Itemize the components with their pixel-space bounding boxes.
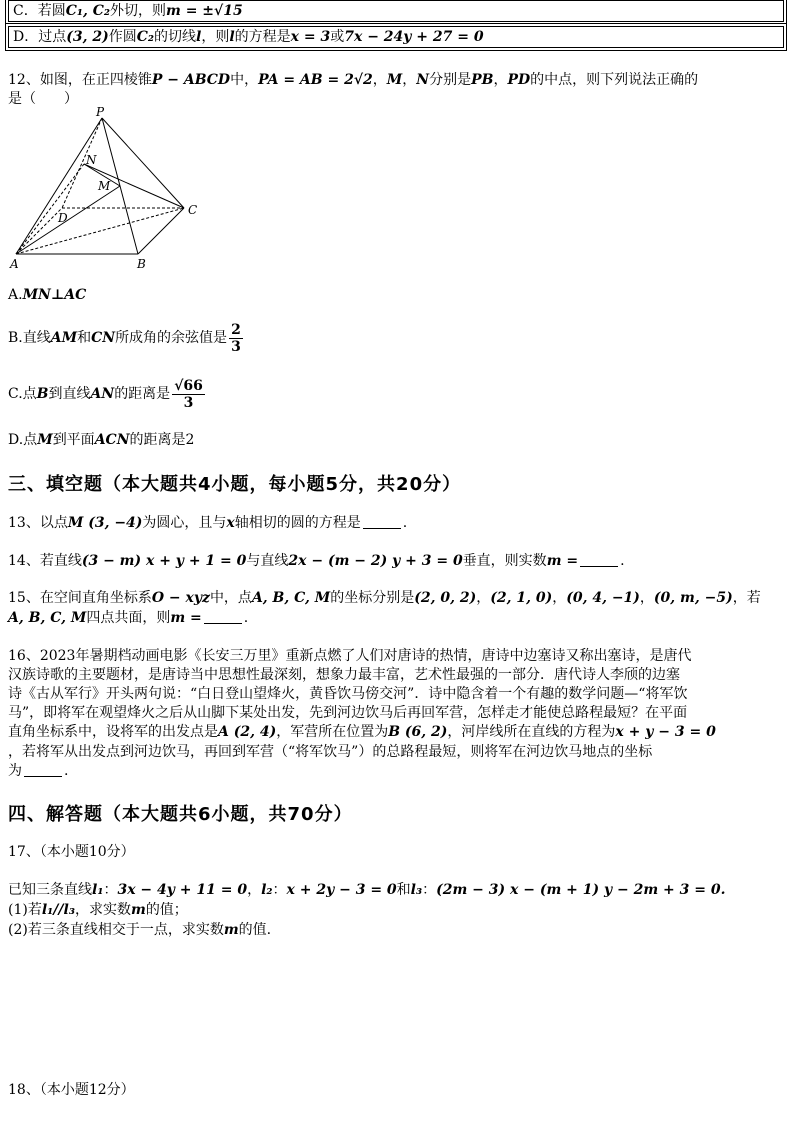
section-3-title: 三、填空题（本大题共4小题，每小题5分，共20分） <box>8 474 462 495</box>
math: l <box>229 29 235 45</box>
option-label: C．若圆 <box>13 3 66 19</box>
text: . <box>243 610 249 626</box>
q14 <box>8 551 625 571</box>
math: ACN <box>94 432 130 448</box>
text: 的距离是 <box>114 386 171 402</box>
option-label: C.点 <box>8 386 37 402</box>
math: 7x − 24y + 27 = 0 <box>344 29 484 45</box>
math: A, B, C, M <box>8 610 87 626</box>
text: 外切，则 <box>110 3 167 19</box>
math: N <box>416 72 430 88</box>
math: CN <box>91 330 116 346</box>
math: x + 2y − 3 = 0 <box>286 882 397 898</box>
q17-part1 <box>8 900 188 920</box>
text: 的坐标分别是 <box>330 590 415 606</box>
text: 四点共面，则 <box>86 610 171 626</box>
math: (0, 4, −1) <box>566 590 640 606</box>
text: (1)若 <box>8 902 42 918</box>
pyramid-figure <box>6 106 216 274</box>
math: l₃ <box>410 882 423 898</box>
q12-option-d <box>8 430 194 450</box>
q12-option-a <box>8 285 86 305</box>
label-m: M <box>98 179 111 193</box>
q16-line2: 汉族诗歌的主要题材，是唐诗当中思想性最深刻，想象力最丰富，艺术性最强的一部分．唐代诗人李颀的边塞 <box>8 667 680 683</box>
text: ： <box>272 882 287 898</box>
fraction <box>229 322 243 355</box>
math: x + y − 3 = 0 <box>615 724 716 740</box>
text: 为圆心，且与 <box>142 515 227 531</box>
text: ， <box>247 882 262 898</box>
text: ： <box>422 882 437 898</box>
numerator: √66 <box>174 377 203 394</box>
text: 或 <box>330 29 345 45</box>
math: A, B, C, M <box>251 590 331 606</box>
text: 中，点 <box>209 590 252 606</box>
math: (3, 2) <box>66 29 109 45</box>
q16-line1: 16、2023年暑期档动画电影《长安三万里》重新点燃了人们对唐诗的热情，唐诗中边塞诗又称出塞诗，是唐代 <box>8 648 692 664</box>
math: P − ABCD <box>151 72 231 88</box>
fraction <box>172 378 205 411</box>
text: (2)若三条直线相交于一点，求实数 <box>8 922 224 938</box>
text: ，则 <box>201 29 230 45</box>
text: 的方程是 <box>234 29 291 45</box>
option-label: A. <box>8 287 23 303</box>
q16-line5 <box>8 722 716 742</box>
text: 14、若直线 <box>8 553 82 569</box>
text: 的距离是2 <box>129 432 195 448</box>
q15-line2 <box>8 608 248 628</box>
q12-stem <box>8 70 698 90</box>
math: l₂ <box>261 882 273 898</box>
math: C₂ <box>136 29 154 45</box>
text: . <box>64 763 69 779</box>
q16-line7 <box>8 761 68 781</box>
text: 直角坐标系中，设将军的出发点是 <box>8 724 218 740</box>
option-label: D.点 <box>8 432 38 448</box>
label-c: C <box>188 203 198 217</box>
text: ： <box>103 882 118 898</box>
math: m = ±√15 <box>166 3 243 19</box>
math: m = <box>170 610 202 626</box>
label-p: P <box>96 106 105 119</box>
math: A (2, 4) <box>218 724 277 740</box>
text: 为 <box>8 763 22 779</box>
answer-blank[interactable] <box>363 514 401 529</box>
option-d-box <box>8 26 784 48</box>
text: ， <box>493 72 508 88</box>
math: m <box>223 922 239 938</box>
math: M <box>37 432 53 448</box>
text: . <box>620 553 625 569</box>
math: AM <box>50 330 78 346</box>
text: 轴相切的圆的方程是 <box>234 515 361 531</box>
text: 和 <box>77 330 92 346</box>
math: O − xyz <box>151 590 210 606</box>
math: m = <box>546 553 579 569</box>
math: (0, m, −5) <box>653 590 733 606</box>
text: 的中点，则下列说法正确的 <box>530 72 699 88</box>
text: 所成角的余弦值是 <box>115 330 228 346</box>
q16-line4: 马”，即将军在观望烽火之后从山脚下某处出发，先到河边饮马后再回军营，怎样走才能使总路程最短？在平面 <box>8 705 688 721</box>
math: PD <box>507 72 531 88</box>
q12-option-b <box>8 320 243 356</box>
seg-an <box>16 164 84 254</box>
text: ， <box>476 590 491 606</box>
text: 到平面 <box>52 432 95 448</box>
math: (2m − 3) x − (m + 1) y − 2m + 3 = 0. <box>436 882 726 898</box>
q17-part2 <box>8 920 271 940</box>
text: ，求实数 <box>74 902 131 918</box>
denominator: 3 <box>231 338 241 355</box>
denominator: 3 <box>183 394 194 411</box>
math: MN⊥AC <box>22 287 87 303</box>
math: (3 − m) x + y + 1 = 0 <box>81 553 247 569</box>
math: M (3, −4) <box>67 515 143 531</box>
q13 <box>8 513 407 533</box>
math: PB <box>471 72 494 88</box>
q16-line3: 诗《古从军行》开头两句说：“白日登山望烽火，黄昏饮马傍交河”．诗中隐含着一个有趣的数学问题—“将军饮 <box>8 686 688 702</box>
text: ，军营所在位置为 <box>276 724 389 740</box>
text: 15、在空间直角坐标系 <box>8 590 152 606</box>
option-c-box <box>8 0 784 22</box>
label-d: D <box>58 211 68 225</box>
q18-head: 18、（本小题12分） <box>8 1082 135 1098</box>
answer-blank[interactable] <box>24 762 62 777</box>
math: AN <box>90 386 115 402</box>
math: C₁, C₂ <box>65 3 111 19</box>
text: 与直线 <box>246 553 289 569</box>
math: (2, 1, 0) <box>490 590 553 606</box>
label-n: N <box>86 153 97 167</box>
option-label: B.直线 <box>8 330 51 346</box>
text: 中， <box>230 72 259 88</box>
math: M <box>386 72 403 88</box>
text: 已知三条直线 <box>8 882 92 898</box>
math: l₁//l₃ <box>41 902 75 918</box>
edge-bc <box>138 208 184 254</box>
text: 和 <box>396 882 411 898</box>
text: 的值； <box>145 902 188 918</box>
math: l₁ <box>92 882 104 898</box>
text: 13、以点 <box>8 515 68 531</box>
text: . <box>402 515 408 531</box>
math: (2, 0, 2) <box>414 590 477 606</box>
q12-option-c <box>8 376 205 412</box>
label-b: B <box>137 257 146 271</box>
text: 作圆 <box>108 29 137 45</box>
text: ， <box>372 72 387 88</box>
answer-blank[interactable] <box>204 609 242 624</box>
seg-am <box>16 186 120 254</box>
option-label: D．过点 <box>13 29 67 45</box>
math: m <box>130 902 146 918</box>
answer-blank[interactable] <box>580 552 618 567</box>
text: 分别是 <box>429 72 472 88</box>
q12-stem-line2: 是（ ） <box>8 91 78 107</box>
math: x = 3 <box>290 29 331 45</box>
text: ， <box>552 590 567 606</box>
text: 垂直，则实数 <box>462 553 547 569</box>
math: 2x − (m − 2) y + 3 = 0 <box>288 553 463 569</box>
text: ， <box>402 72 417 88</box>
math: B (6, 2) <box>388 724 448 740</box>
math: l <box>196 29 202 45</box>
q17-stem <box>8 880 725 900</box>
text: 的切线 <box>154 29 196 45</box>
text: 的值. <box>238 922 272 938</box>
q17-head: 17、（本小题10分） <box>8 844 135 860</box>
math: 3x − 4y + 11 = 0 <box>117 882 248 898</box>
math: x <box>226 515 235 531</box>
math: PA = AB = 2√2 <box>258 72 373 88</box>
numerator: 2 <box>231 321 241 338</box>
text: 到直线 <box>48 386 91 402</box>
label-a: A <box>10 257 19 271</box>
math: B <box>36 386 49 402</box>
text: ， <box>639 590 654 606</box>
section-4-title: 四、解答题（本大题共6小题，共70分） <box>8 804 353 825</box>
text: ，河岸线所在直线的方程为 <box>447 724 616 740</box>
text: ，若 <box>732 590 761 606</box>
text: 12、如图，在正四棱锥 <box>8 72 152 88</box>
q15 <box>8 588 761 608</box>
q16-line6: ，若将军从出发点到河边饮马，再回到军营（“将军饮马”）的总路程最短，则将军在河边饮马地点的坐标 <box>8 744 653 760</box>
edge-ad <box>16 208 62 254</box>
